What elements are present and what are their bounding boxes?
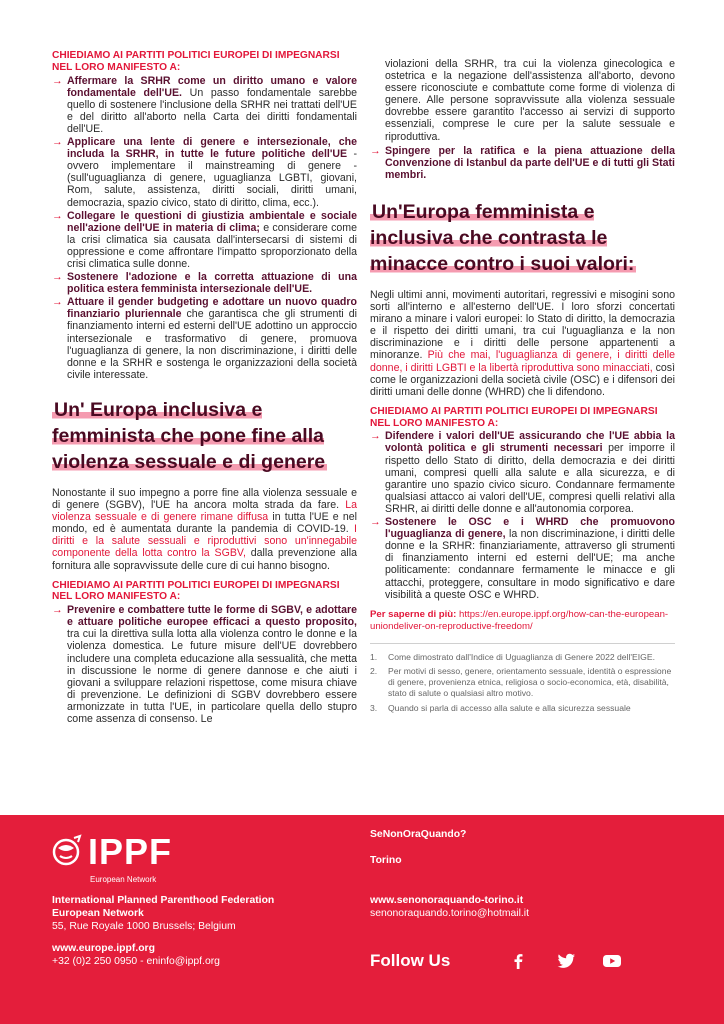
partner-city: Torino — [370, 855, 402, 866]
more-info: Per saperne di più: https://en.europe.ippf.org/how-can-the-european-uniondeliver-on-reproductive-freedom/ — [370, 608, 669, 632]
org-website-link[interactable]: www.europe.ippf.org — [52, 943, 155, 955]
paragraph-threats: Negli ultimi anni, movimenti autoritari, regressivi e misogini sono sorti all'interno e all'esterno dell'UE. I loro sforzi concertati mirano a minare i valori europei: lo Stato di diritto, la democrazia e il rispetto dei diritti umani, tra cui l'uguaglianza e la non discriminazione e i diritti delle persone appartenenti a minoranze. Più che mai, l'uguaglianza di genere, i diritti delle donne, i diritti LGBTI e la libertà riproduttiva sono minacciati, così come le organizzazioni della società civile (OSC) e i difensori dei diritti umani delle donne (WHRD) che li difendono. — [370, 288, 676, 398]
demands-list — [370, 430, 675, 600]
arrow-icon: → — [52, 296, 63, 309]
youtube-icon[interactable] — [600, 951, 624, 971]
arrow-icon: → — [52, 271, 63, 284]
left-column — [52, 50, 357, 726]
arrow-icon: → — [370, 144, 381, 157]
arrow-icon: → — [52, 136, 63, 149]
arrow-icon: → — [52, 604, 63, 617]
partner-email-link[interactable]: senonoraquando.torino@hotmail.it — [370, 908, 530, 919]
partner-website-link[interactable]: www.senonoraquando-torino.it — [370, 895, 524, 906]
arrow-icon: → — [52, 209, 63, 222]
org-address: 55, Rue Royale 1000 Brussels; Belgium — [52, 920, 236, 932]
partner-name: SeNonOraQuando? — [370, 829, 467, 840]
section-title-violence: Un' Europa inclusiva e femminista che pone fine alla violenza sessuale e di genere — [52, 398, 326, 473]
arrow-icon: → — [370, 430, 381, 443]
footer — [0, 815, 724, 1024]
continued-text: violazioni della SRHR, tra cui la violenza ginecologica e ostetrica e la negazione dell'assistenza all'aborto, devono essere riconosciute e combattute come forme di violenza di genere. Alle persone sopravvissute alla violenza sessuale dovrebbe essere garantito l'accesso ai servizi di supporto essenziali, comprese le cure per la salute sessuale e riproduttiva. — [385, 58, 675, 143]
facebook-icon[interactable] — [506, 951, 530, 971]
ippf-logo — [52, 831, 202, 889]
footnote: 3. Quando si parla di accesso alla salute e alla sicurezza sessuale — [370, 702, 631, 713]
right-column — [370, 58, 675, 717]
call-to-action-heading: CHIEDIAMO AI PARTITI POLITICI EUROPEI DI IMPEGNARSI NEL LORO MANIFESTO A: — [370, 405, 658, 429]
logo-text: IPPF — [88, 831, 173, 872]
more-info-link[interactable]: https://en.europe.ippf.org/how-can-the-european-uniondeliver-on-reproductive-freedom/ — [370, 608, 669, 632]
call-to-action-heading: CHIEDIAMO AI PARTITI POLITICI EUROPEI DI IMPEGNARSI NEL LORO MANIFESTO A: — [52, 50, 340, 73]
follow-us-label: Follow Us — [370, 951, 451, 970]
org-network: European Network — [52, 907, 144, 919]
footnote: 2. Per motivi di sesso, genere, orientamento sessuale, identità o espressione di genere, provenienza etnica, religiosa o socio-economica, età, disabilità, stato di salute o qualsiasi altro motivo. — [370, 665, 672, 699]
footnote: 1. Come dimostrato dall'Indice di Uguaglianza di Genere 2022 dell'EIGE. — [370, 651, 655, 662]
list-item: → Spingere per la ratifica e la piena attuazione della Convenzione di Istanbul da parte dell'UE e di tutti gli Stati membri. — [370, 144, 675, 181]
list-item: → Applicare una lente di genere e intersezionale, che includa la SRHR, in tutte le future politiche dell'UE - ovvero implementare il mainstreaming di genere - (sull'uguaglianza di genere, uguaglianza LGBTI, giovani, Rom, salute, assistenza, diritti sociali, diritti umani, democrazia, spazio civico, stato di diritto, clima, ecc.). — [52, 136, 357, 209]
section-title-threats: Un'Europa femminista e inclusiva che contrasta le minacce contro i suoi valori: — [370, 200, 635, 275]
list-item: → Difendere i valori dell'UE assicurando che l'UE abbia la volontà politica e gli strumenti necessari per imporre il rispetto dello Stato di diritto, della democrazia e dei diritti umani, compresi quelli alla salute e alla sicurezza, e di garantire uno spazio civico sicuro. Condannare fermamente qualsiasi attacco ai valori dell'UE, compresi quelli relativi alla SRHR, ai diritti delle donne e all'autonomia corporea. — [370, 430, 676, 515]
list-item: → Affermare la SRHR come un diritto umano e valore fondamentale dell'UE. Un passo fondamentale sarebbe quello di sostenere l'inclusione della SRHR nei trattati dell'UE e del diritto all'aborto nella Carta dei diritti fondamentali dell'UE. — [52, 74, 357, 135]
list-item: → Sostenere le OSC e i WHRD che promuovono l'uguaglianza di genere, la non discriminazione, i diritti delle donne e la SRHR: finanziariamente, attraverso gli strumenti di finanziamento interni ed esterni dell'UE; ma anche politicamente: condannare fermamente le minacce e gli attacchi, proteggere, consultare in modo significativo e dare visibilità a queste OSC e WHRD. — [370, 516, 675, 601]
list-item: → Sostenere l'adozione e la corretta attuazione di una politica estera femminista intersezionale dell'UE. — [52, 271, 357, 296]
call-to-action-heading: CHIEDIAMO AI PARTITI POLITICI EUROPEI DI IMPEGNARSI NEL LORO MANIFESTO A: — [52, 579, 340, 603]
list-item: → Prevenire e combattere tutte le forme di SGBV, e adottare e attuare politiche europee efficaci a questo proposito, tra cui la direttiva sulla lotta alla violenza contro le donne e la violenza domestica. Le future misure dell'UE dovrebbero includere una completa educazione alla sessualità, che metta in discussione le norme di genere dannose e che aiuti i giovani a sviluppare relazioni rispettose, come misura chiave di prevenzione. Le definizioni di SGBV dovrebbero essere armonizzate in tutta l'UE, in particolare quella dello stupro come assenza di consenso. Le — [52, 604, 357, 726]
paragraph-violence: Nonostante il suo impegno a porre fine alla violenza sessuale e di genere (SGBV), l'UE ha ancora molta strada da fare. La violenza sessuale e di genere rimane diffusa in tutta l'UE e nel mondo, ed è aumentata durante la pandemia di COVID-19. I diritti e la salute sessuali e riproduttivi sono un'innegabile componente della lotta contro la SGBV, dalla prevenzione alla fornitura alle sopravvissute delle cure di cui hanno bisogno. — [52, 486, 358, 572]
list-item: → Attuare il gender budgeting e adottare un nuovo quadro finanziario pluriennale che garantisca che gli strumenti di finanziamento interni ed esterni dell'UE adottino un approccio intersezionale e trasformativo di genere, promuova l'uguaglianza di genere, la non discriminazione, i diritti delle donne e la SRHR e sostenga le organizzazioni della società civile interessate. — [52, 296, 357, 381]
org-phone-email: +32 (0)2 250 0950 - eninfo@ippf.org — [52, 956, 220, 968]
arrow-icon: → — [370, 516, 381, 529]
ippf-globe-icon — [52, 834, 84, 870]
twitter-icon[interactable] — [554, 951, 578, 971]
demands-list — [52, 604, 357, 725]
footnotes — [370, 643, 675, 714]
org-name: International Planned Parenthood Federation — [52, 895, 275, 906]
partner-contact — [370, 828, 529, 920]
ippf-contact — [52, 895, 274, 969]
arrow-icon: → — [52, 74, 63, 87]
list-item: → Collegare le questioni di giustizia ambientale e sociale nell'azione dell'UE in materia di clima; e considerare come la crisi climatica sia causata dall'intersecarsi di sistemi di oppressione e come affrontare l'impatto sproporzionato della crisi climatica sulle donne. — [52, 209, 357, 270]
logo-subtitle: European Network — [90, 875, 157, 884]
demands-list — [52, 75, 357, 381]
demands-list — [370, 145, 675, 181]
